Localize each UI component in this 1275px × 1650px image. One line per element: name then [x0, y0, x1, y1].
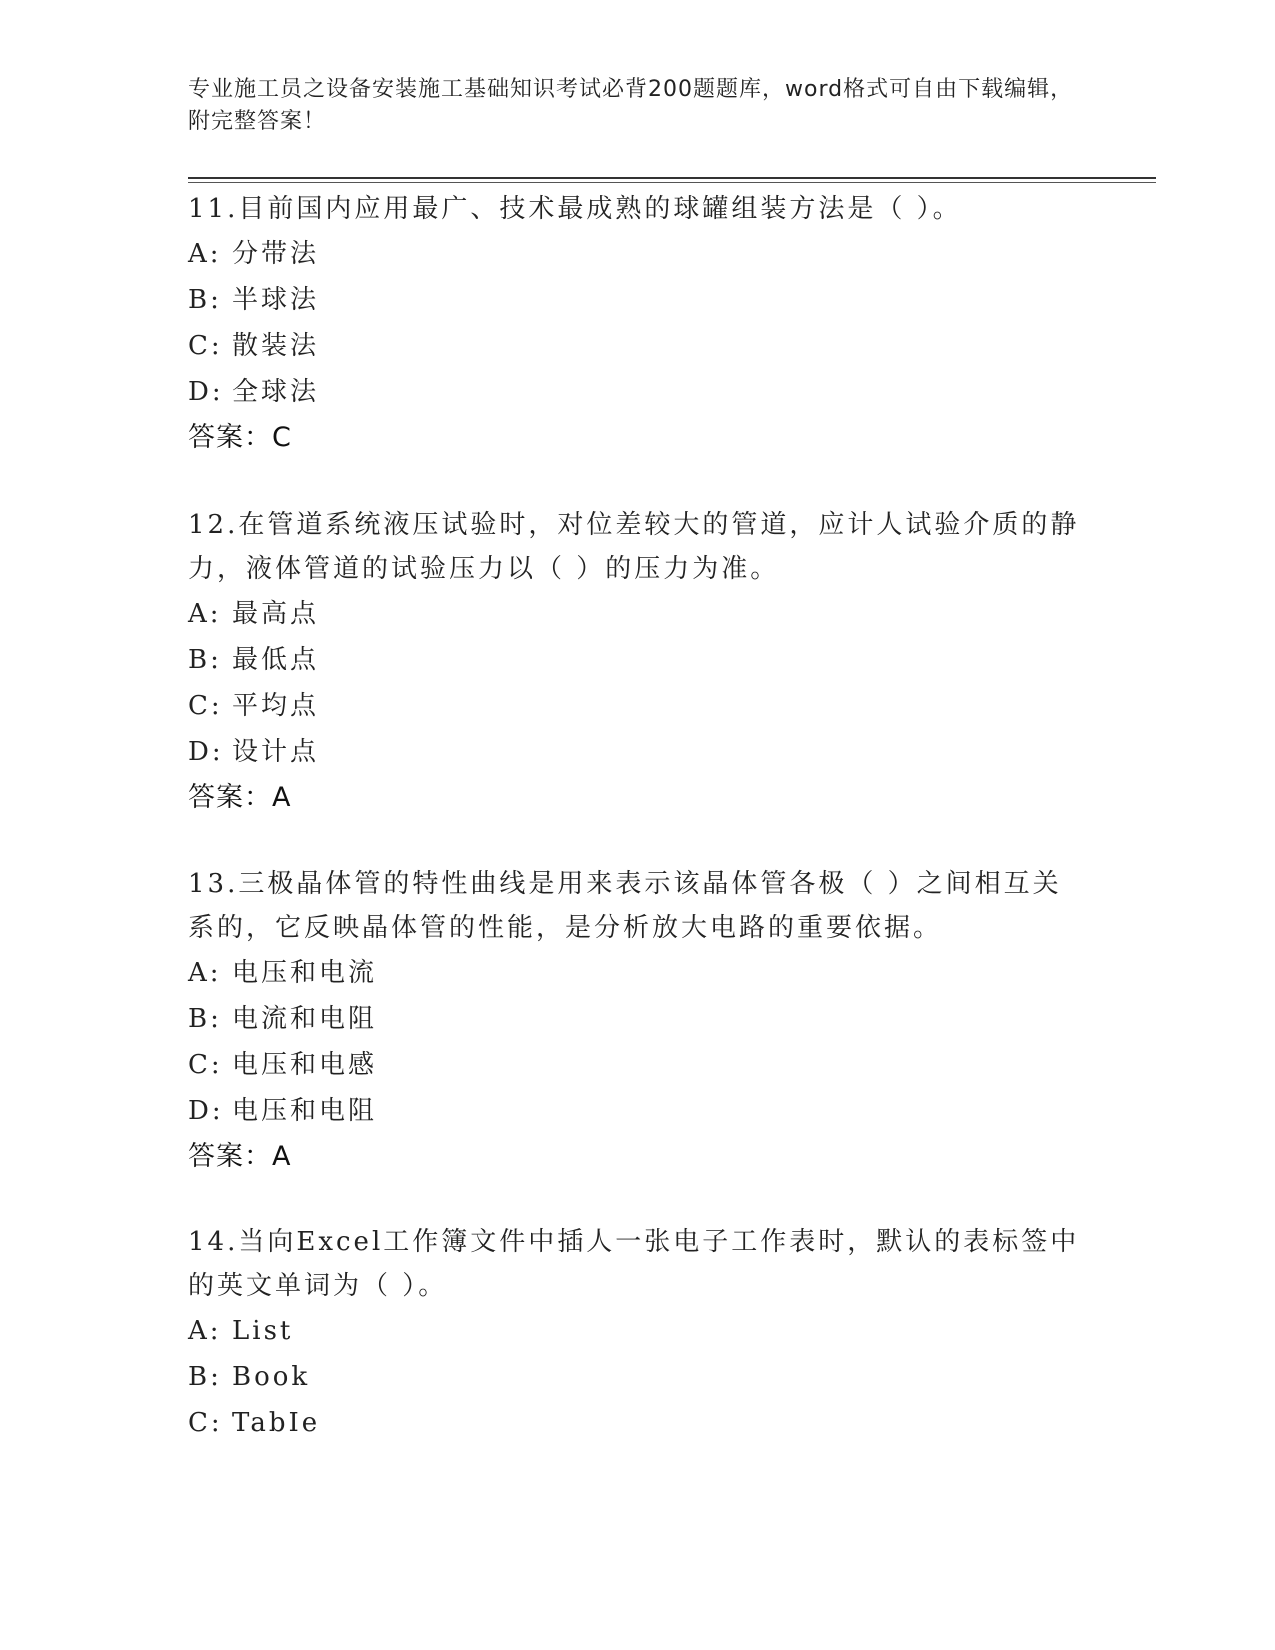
option-key: A:: [188, 239, 222, 269]
option-a: [188, 231, 1088, 277]
question-11: [188, 187, 1088, 461]
option-key: D:: [188, 737, 224, 767]
option-key: C:: [188, 1408, 223, 1438]
question-12: [188, 503, 1088, 821]
option-a: [188, 950, 1088, 996]
option-text: 半球法: [232, 285, 320, 315]
question-13: [188, 862, 1088, 1180]
option-c: [188, 1400, 1088, 1446]
answer-line: 答案：C: [188, 422, 292, 453]
option-d: [188, 369, 1088, 415]
option-key: A:: [188, 1316, 222, 1346]
question-stem: 13.三极晶体管的特性曲线是用来表示该晶体管各极（ ）之间相互关系的，它反映晶体管的性能，是分析放大电路的重要依据。: [188, 869, 1062, 943]
answer-line: 答案：A: [188, 1141, 292, 1172]
option-b: [188, 996, 1088, 1042]
option-text: 分带法: [232, 239, 320, 269]
option-key: C:: [188, 1050, 223, 1080]
option-key: D:: [188, 377, 224, 407]
option-key: A:: [188, 599, 222, 629]
option-a: [188, 1308, 1088, 1354]
header-divider: [188, 177, 1156, 179]
question-stem: 11.目前国内应用最广、技术最成熟的球罐组装方法是（ ）。: [188, 194, 962, 224]
option-text: 全球法: [232, 377, 320, 407]
option-text: 电压和电阻: [232, 1096, 378, 1126]
option-d: [188, 729, 1088, 775]
option-c: [188, 1042, 1088, 1088]
option-key: D:: [188, 1096, 224, 1126]
option-text: 电压和电流: [232, 958, 378, 988]
option-text: TabIe: [232, 1408, 321, 1438]
option-key: A:: [188, 958, 222, 988]
option-key: B:: [188, 1362, 222, 1392]
document-header: 专业施工员之设备安装施工基础知识考试必背200题题库，word格式可自由下载编辑，附完整答案！: [188, 77, 1074, 134]
option-key: B:: [188, 645, 222, 675]
option-b: [188, 277, 1088, 323]
option-key: B:: [188, 285, 222, 315]
option-text: 最高点: [232, 599, 320, 629]
option-text: 电压和电感: [232, 1050, 378, 1080]
option-a: [188, 591, 1088, 637]
option-key: B:: [188, 1004, 222, 1034]
option-text: 电流和电阻: [232, 1004, 378, 1034]
option-text: 最低点: [232, 645, 320, 675]
option-text: List: [232, 1316, 294, 1346]
question-stem: 12.在管道系统液压试验时，对位差较大的管道，应计人试验介质的静力，液体管道的试验压力以（ ）的压力为准。: [188, 510, 1080, 584]
option-text: 设计点: [232, 737, 320, 767]
option-key: C:: [188, 331, 223, 361]
option-b: [188, 1354, 1088, 1400]
option-c: [188, 683, 1088, 729]
option-key: C:: [188, 691, 223, 721]
option-text: Book: [232, 1362, 311, 1392]
option-b: [188, 637, 1088, 683]
option-text: 平均点: [232, 691, 320, 721]
question-14: [188, 1220, 1088, 1446]
answer-line: 答案：A: [188, 782, 292, 813]
option-text: 散装法: [232, 331, 320, 361]
header-divider-thin: [188, 182, 1156, 183]
option-c: [188, 323, 1088, 369]
option-d: [188, 1088, 1088, 1134]
question-stem: 14.当向Excel工作簿文件中插人一张电子工作表时，默认的表标签中的英文单词为（ ）。: [188, 1227, 1080, 1301]
